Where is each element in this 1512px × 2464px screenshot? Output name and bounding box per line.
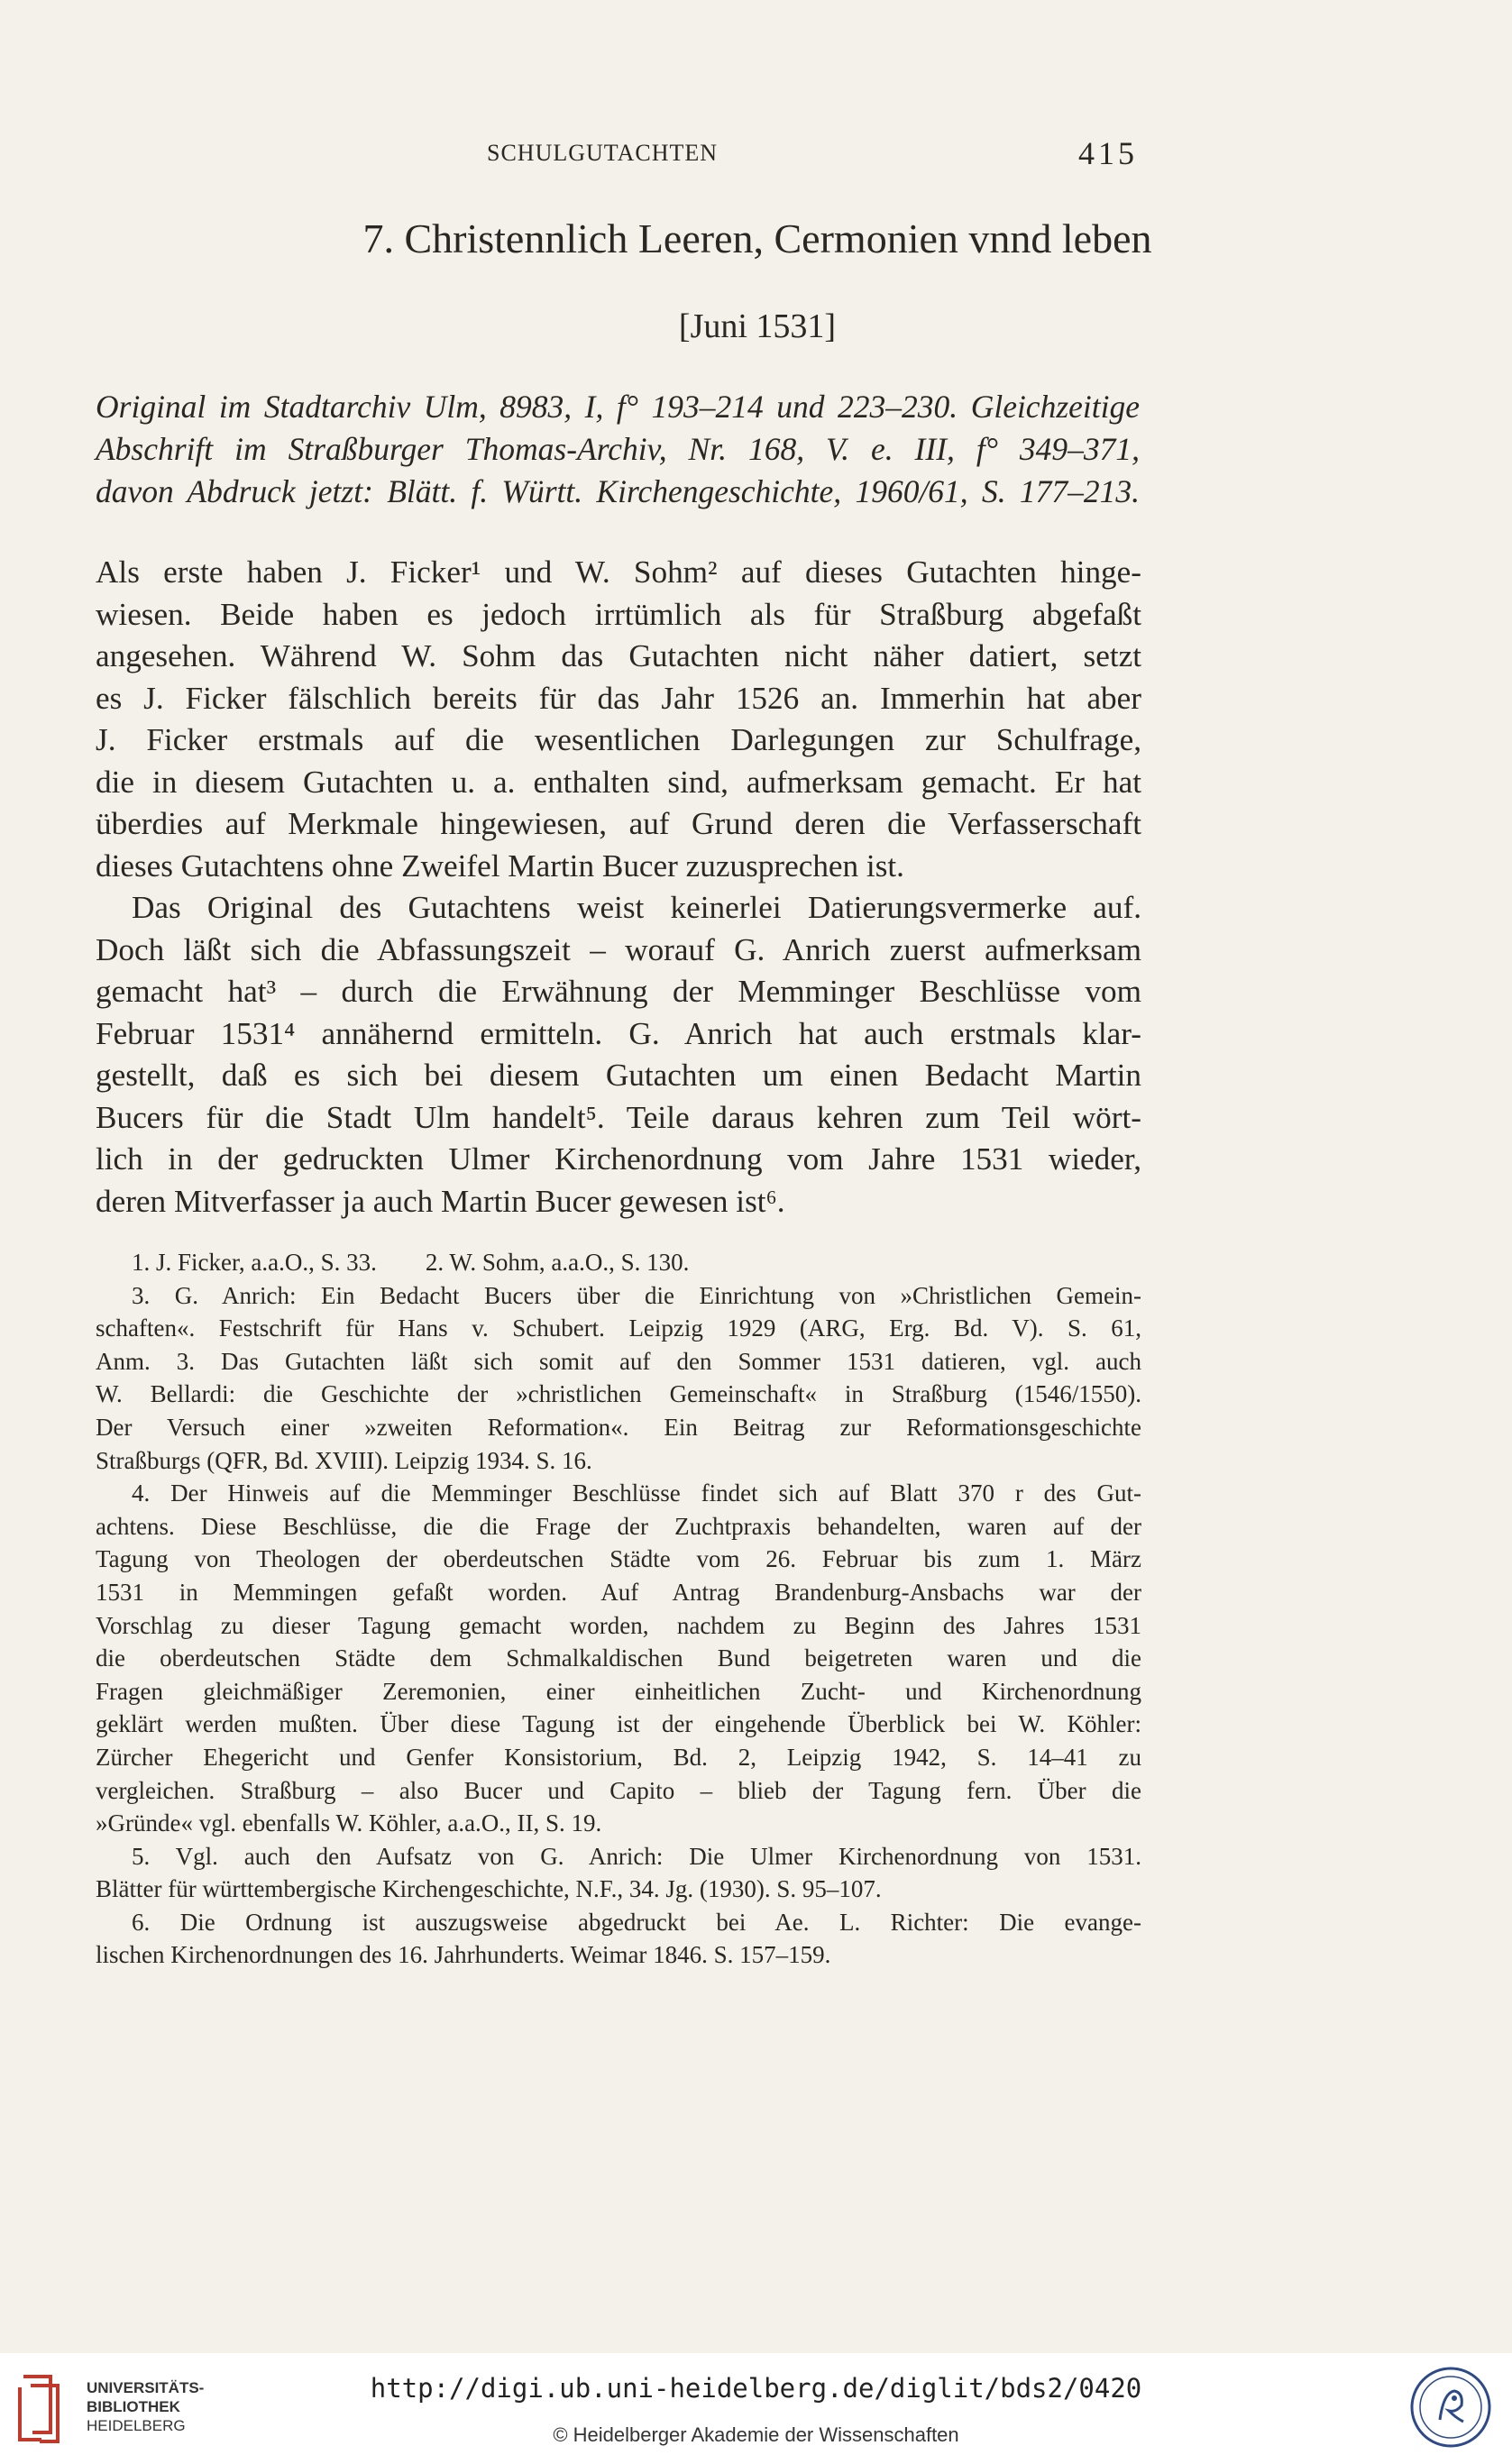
- text-line: lich in der gedruckten Ulmer Kirchenordnung vom Jahre 1531 wieder,: [96, 1141, 1141, 1177]
- footnote-4-line: Vorschlag zu dieser Tagung gemacht worden, nachdem zu Beginn des Jahres 1531: [96, 1611, 1141, 1639]
- text-line: die in diesem Gutachten u. a. enthalten sind, aufmerksam gemacht. Er hat: [96, 764, 1141, 800]
- text-line: Bucers für die Stadt Ulm handelt⁵. Teile daraus kehren zum Teil wört-: [96, 1099, 1141, 1135]
- footnote-6-line: lischen Kirchenordnungen des 16. Jahrhunderts. Weimar 1846. S. 157–159.: [96, 1941, 831, 1969]
- source-line: davon Abdruck jetzt: Blätt. f. Württ. Kirchengeschichte, 1960/61, S. 177–213.: [96, 473, 1140, 509]
- body-text: [96, 552, 1141, 1223]
- library-name-line: HEIDELBERG: [87, 2417, 186, 2434]
- footnote-3-line: 3. G. Anrich: Ein Bedacht Bucers über die Einrichtung von »Christlichen Gemein-: [132, 1281, 1141, 1309]
- footnotes: [96, 1246, 1141, 1972]
- footnote-6-line: 6. Die Ordnung ist auszugsweise abgedruckt bei Ae. L. Richter: Die evange-: [132, 1908, 1141, 1936]
- footnote-4-line: Fragen gleichmäßiger Zeremonien, einer einheitlichen Zucht- und Kirchenordnung: [96, 1677, 1141, 1705]
- text-line: dieses Gutachtens ohne Zweifel Martin Bucer zuzusprechen ist.: [96, 847, 904, 884]
- text-line: Februar 1531⁴ annähernd ermitteln. G. Anrich hat auch erstmals klar-: [96, 1015, 1141, 1051]
- footnote-4-line: »Gründe« vgl. ebenfalls W. Köhler, a.a.O., II, S. 19.: [96, 1809, 602, 1837]
- viewer-footer: [0, 2353, 1512, 2464]
- paragraph-1: [96, 552, 1141, 887]
- footnote-5-line: Blätter für württembergische Kirchengeschichte, N.F., 34. Jg. (1930). S. 95–107.: [96, 1875, 882, 1903]
- footnote-1-2: 1. J. Ficker, a.a.O., S. 33. 2. W. Sohm, a.a.O., S. 130.: [132, 1249, 690, 1276]
- text-line: gemacht hat³ – durch die Erwähnung der Memminger Beschlüsse vom: [96, 974, 1141, 1009]
- footnote-4-line: geklärt werden mußten. Über diese Tagung ist der eingehende Überblick bei W. Köhler:: [96, 1710, 1141, 1738]
- footnote-3-line: Straßburgs (QFR, Bd. XVIII). Leipzig 1934. S. 16.: [96, 1446, 592, 1474]
- source-line: Abschrift im Straßburger Thomas-Archiv, Nr. 168, V. e. III, f° 349–371,: [96, 431, 1140, 467]
- footnote-4-line: Tagung von Theologen der oberdeutschen Städte vom 26. Februar bis zum 1. März: [96, 1545, 1141, 1573]
- footnote-4-line: 4. Der Hinweis auf die Memminger Beschlüsse findet sich auf Blatt 370 r des Gut-: [132, 1479, 1141, 1507]
- footnote-4-line: vergleichen. Straßburg – also Bucer und Capito – blieb der Tagung fern. Über die: [96, 1776, 1141, 1804]
- text-line: Als erste haben J. Ficker¹ und W. Sohm² auf dieses Gutachten hinge-: [96, 554, 1141, 590]
- footnote-4-line: achtens. Diese Beschlüsse, die die Frage der Zuchtpraxis behandelten, waren auf der: [96, 1512, 1141, 1540]
- date-line: [Juni 1531]: [678, 307, 837, 345]
- permalink-url[interactable]: http://digi.ub.uni-heidelberg.de/diglit/bds2/0420: [370, 2373, 1142, 2404]
- footnote-3-line: W. Bellardi: die Geschichte der »christlichen Gemeinschaft« in Straßburg (1546/1550).: [96, 1380, 1141, 1408]
- text-line: angesehen. Während W. Sohm das Gutachten nicht näher datiert, setzt: [96, 638, 1141, 673]
- library-name-line: UNIVERSITÄTS-: [87, 2379, 205, 2396]
- text-line: J. Ficker erstmals auf die wesentlichen Darlegungen zur Schulfrage,: [96, 722, 1141, 757]
- text-line: überdies auf Merkmale hingewiesen, auf Grund deren die Verfasserschaft: [96, 806, 1141, 841]
- source-note: [96, 386, 1140, 513]
- footnote-5-line: 5. Vgl. auch den Aufsatz von G. Anrich: Die Ulmer Kirchenordnung von 1531.: [132, 1842, 1141, 1870]
- footnote-4-line: 1531 in Memmingen gefaßt worden. Auf Antrag Brandenburg-Ansbachs war der: [96, 1578, 1141, 1606]
- footnote-3-line: Der Versuch einer »zweiten Reformation«. Ein Beitrag zur Reformationsgeschichte: [96, 1413, 1141, 1441]
- text-line: gestellt, daß es sich bei diesem Gutachten um einen Bedacht Martin: [96, 1058, 1141, 1093]
- running-head-title: SCHULGUTACHTEN: [487, 140, 719, 166]
- source-line: Original im Stadtarchiv Ulm, 8983, I, f° 193–214 und 223–230. Gleichzeitige: [96, 389, 1140, 425]
- footnote-4-line: die oberdeutschen Städte dem Schmalkaldischen Bund beigetreten waren und die: [96, 1644, 1141, 1672]
- text-line: Doch läßt sich die Abfassungszeit – worauf G. Anrich zuerst aufmerksam: [96, 931, 1141, 967]
- paragraph-2: [96, 887, 1141, 1223]
- page-number: 415: [1078, 135, 1138, 171]
- text-line: wiesen. Beide haben es jedoch irrtümlich als für Straßburg abgefaßt: [96, 596, 1141, 632]
- text-line: es J. Ficker fälschlich bereits für das Jahr 1526 an. Immerhin hat aber: [96, 680, 1141, 716]
- copyright-text: © Heidelberger Akademie der Wissenschaften: [553, 2423, 959, 2446]
- footnote-4-line: Zürcher Ehegericht und Genfer Konsistorium, Bd. 2, Leipzig 1942, S. 14–41 zu: [96, 1743, 1141, 1771]
- akademie-seal-icon: [1409, 2366, 1492, 2449]
- text-line: deren Mitverfasser ja auch Martin Bucer gewesen ist⁶.: [96, 1183, 785, 1219]
- footnote-3-line: Anm. 3. Das Gutachten läßt sich somit auf den Sommer 1531 datieren, vgl. auch: [96, 1347, 1141, 1375]
- chapter-title: 7. Christennlich Leeren, Cermonien vnnd leben: [362, 215, 1152, 261]
- text-line: Das Original des Gutachtens weist keinerlei Datierungsvermerke auf.: [132, 890, 1141, 925]
- footnote-3-line: schaften«. Festschrift für Hans v. Schubert. Leipzig 1929 (ARG, Erg. Bd. V). S. 61,: [96, 1314, 1141, 1342]
- library-name-line: BIBLIOTHEK: [87, 2398, 180, 2415]
